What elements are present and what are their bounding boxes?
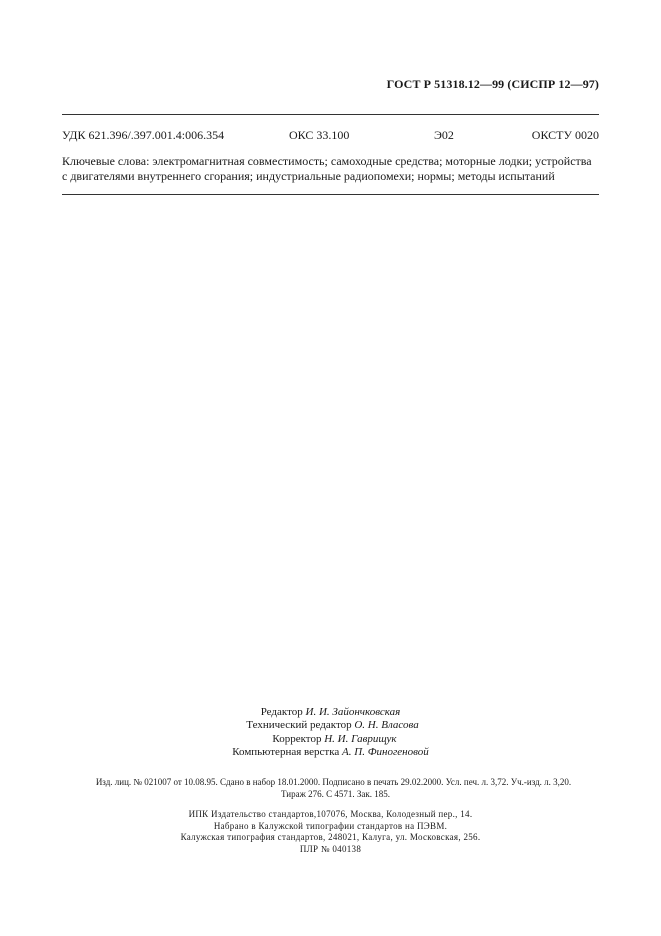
keywords-block	[62, 154, 602, 184]
credit-role: Корректор	[272, 732, 322, 745]
credit-name: И. И. Зайончковская	[305, 706, 401, 718]
document-header-title: ГОСТ Р 51318.12—99 (СИСПР 12—97)	[386, 77, 599, 91]
okstu-code: ОКСТУ 0020	[531, 128, 599, 142]
publisher-block	[0, 809, 661, 855]
group-code: Э02	[434, 128, 454, 142]
bottom-divider	[62, 194, 599, 195]
udk-code: УДК 621.396/.397.001.4:006.354	[62, 128, 225, 142]
publisher-line-1: ИПК Издательство стандартов,107076, Москва, Колодезный пер., 14.	[188, 809, 473, 819]
credit-editor	[0, 706, 661, 719]
imprint-line-2: Тираж 276. С 4571. Зак. 185.	[281, 789, 390, 799]
credits-block	[0, 706, 661, 760]
top-divider	[62, 114, 599, 115]
publisher-line-2: Набрано в Калужской типографии стандартов на ПЭВМ.	[213, 820, 448, 831]
credit-role: Редактор	[260, 706, 303, 718]
credit-technical-editor	[0, 719, 661, 732]
oks-code: ОКС 33.100	[289, 128, 350, 142]
keywords-line-1: Ключевые слова: электромагнитная совместимость; самоходные средства; моторные лодки; устройства	[62, 154, 592, 168]
credit-name: О. Н. Власова	[354, 719, 419, 732]
publisher-line-3: Калужская типография стандартов, 248021, Калуга, ул. Московская, 256.	[180, 832, 481, 842]
credit-name: Н. И. Гаврищук	[324, 732, 397, 745]
credit-role: Компьютерная верстка	[232, 746, 340, 759]
credit-layout	[0, 746, 661, 759]
credit-proofreader	[0, 733, 661, 746]
credit-name: А. П. Финогеновой	[342, 746, 429, 759]
imprint-line-1: Изд. лиц. № 021007 от 10.08.95. Сдано в набор 18.01.2000. Подписано в печать 29.02.2000. Усл. печ. л. 3,72. Уч.-изд. л. 3,20.	[95, 777, 572, 787]
keywords-line-2: с двигателями внутреннего сгорания; индустриальные радиопомехи; нормы; методы испытаний	[62, 169, 555, 183]
credit-role: Технический редактор	[246, 719, 352, 732]
imprint-block	[0, 776, 661, 800]
publisher-line-4: ПЛР № 040138	[299, 843, 362, 854]
